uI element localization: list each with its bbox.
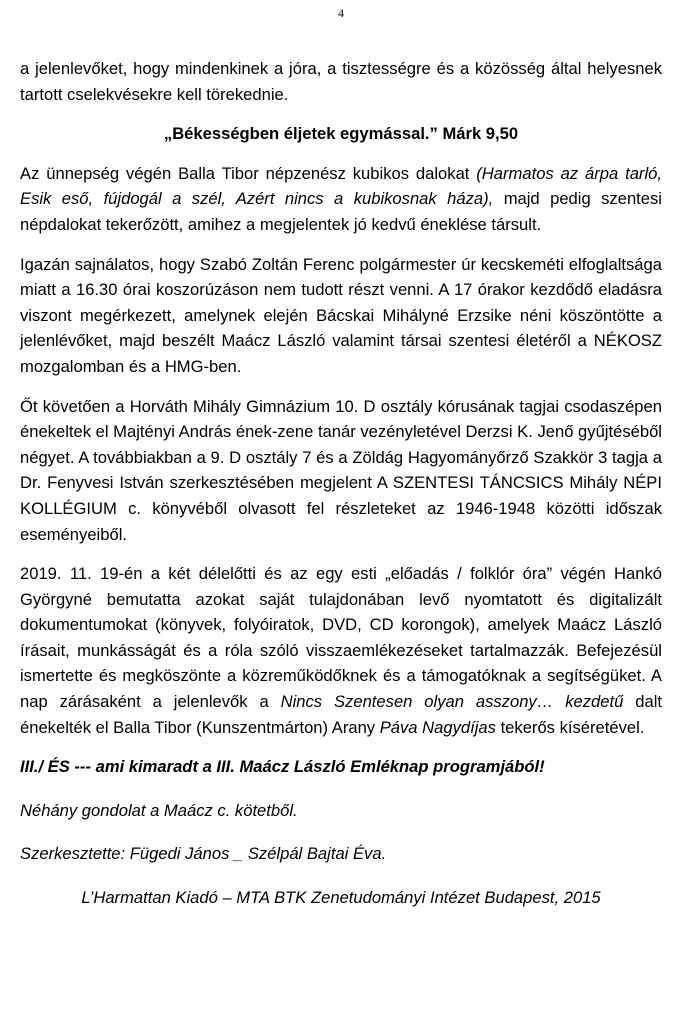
paragraph-documents (20, 561, 662, 740)
song-title-nincs-szentesen: Nincs Szentesen olyan asszony… kezdetű (280, 692, 624, 712)
page-number: 4 (338, 6, 344, 20)
section-heading: III./ ÉS --- ami kimaradt a III. Maácz László Emléknap programjából! (20, 757, 545, 777)
award-name: Páva Nagydíjas (379, 717, 496, 737)
paragraph-choir: Őt követően a Horváth Mihály Gimnázium 10. D osztály kórusának tagjai csodaszépen énekeltek el Majtényi András ének-zene tanár vezényletével Derzsi K. Jenő gyűjtéséből négyet. A továbbiakban a 9. D osztály 7 és a Zöldág Hagyományőrző Szakkör 3 tagja a Dr. Fenyvesi István szerkesztésében megjelent A SZENTESI TÁNCSICS Mihály NÉPI KOLLÉGIUM c. könyvéből olvasott fel részleteket az 1946-1948 közötti időszak eseményeiből. (20, 396, 662, 544)
paragraph-ceremony-text-2: majd pedig szentesi népdalokat tekerőzött, amihez a megjelentek jó kedvű éneklése társult. (20, 189, 662, 234)
paragraph-intro: a jelenlevőket, hogy mindenkinek a jóra, a tisztességre és a közösség által helyesnek tartott cselekvésekre kell törekednie. (20, 59, 662, 104)
paragraph-documents-text-3: tekerős kíséretével. (495, 717, 645, 737)
editors-line: Szerkesztette: Fügedi János _ Szélpál Bajtai Éva. (20, 844, 387, 864)
paragraph-ceremony-text-1: Az ünnepség végén Balla Tibor népzenész kubikos dalokat (20, 163, 477, 183)
document-body (20, 56, 662, 911)
paragraph-documents-text-1: 2019. 11. 19-én a két délelőtti és az egy esti „előadás / folklór óra” végén Hankó Györgyné bemutatta azokat saját tulajdonában levő nyomtatott és digitalizált dokumentumokat (könyvek, folyóiratok, DVD, CD korongok), amelyek Maácz László írásait, munkásságát és a róla szóló visszaemlékezéseket tartalmazzák. Befejezésül ismertette és megköszönte a közreműködőknek és a támogatóknak a segítségüket. A nap zárásaként a jelenlevők a (20, 564, 662, 712)
book-reference: Néhány gondolat a Maácz c. kötetből. (20, 800, 298, 820)
paragraph-ceremony-end (20, 161, 662, 238)
paragraph-documents-text-2: dalt énekelték el Balla Tibor (Kunszentmárton) Arany (20, 692, 662, 737)
publisher-line: L’Harmattan Kiadó – MTA BTK Zenetudományi Intézet Budapest, 2015 (81, 888, 601, 908)
song-titles: (Harmatos az árpa tarló, Esik eső, fújdogál a szél, Azért nincs a kubikosnak háza), (20, 163, 662, 209)
bible-quote: „Békességben éljetek egymással.” Márk 9,50 (163, 124, 519, 144)
paragraph-mayor: Igazán sajnálatos, hogy Szabó Zoltán Ferenc polgármester úr kecskeméti elfoglaltsága miatt a 16.30 órai koszorúzáson nem tudott részt venni. A 17 órakor kezdődő eladásra viszont megérkezett, amelynek elején Bácskai Mihályné Erzsike néni köszöntötte a jelenlévőket, majd beszélt Maácz László valamint társai szentesi életéről a NÉKOSZ mozgalomban és a HMG-ben. (20, 254, 662, 376)
